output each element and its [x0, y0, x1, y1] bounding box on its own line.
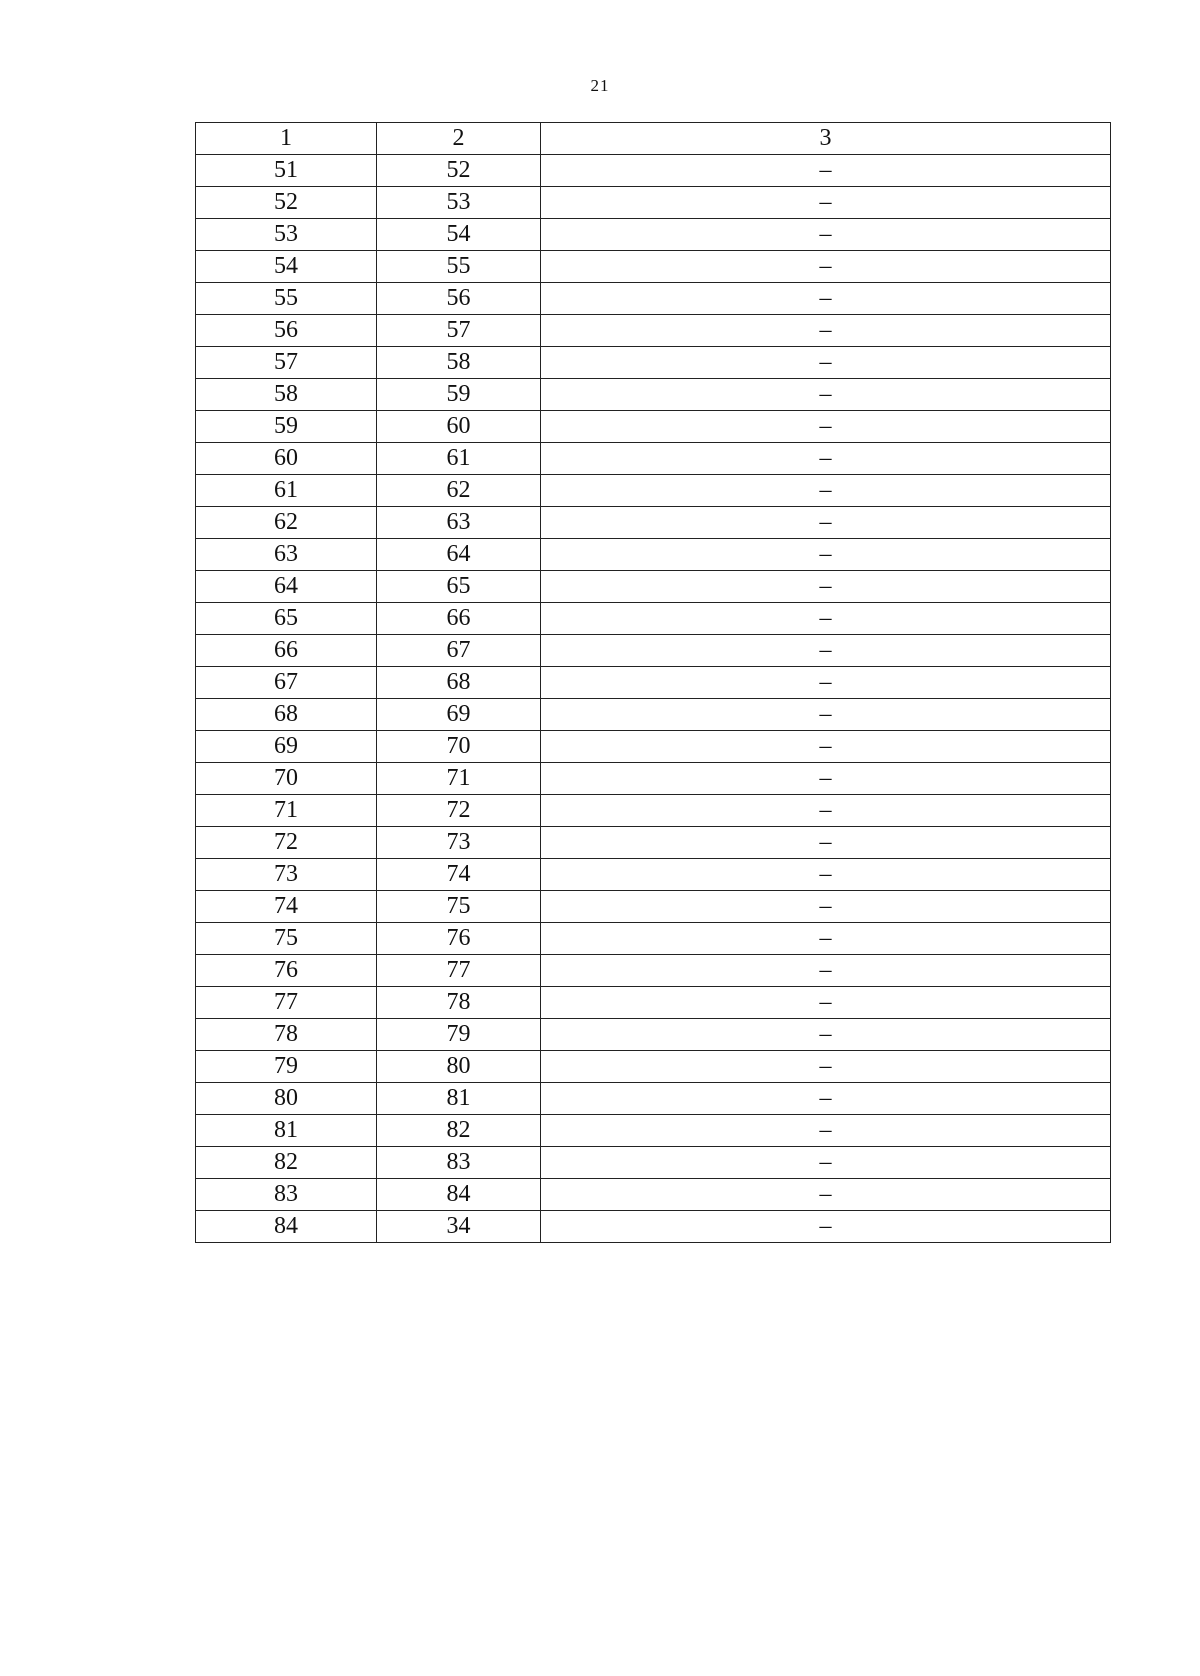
table-row: [196, 507, 1111, 539]
table-cell-col2: 77: [377, 955, 541, 987]
table-cell-col2: 53: [377, 187, 541, 219]
table-cell-col1: 59: [196, 411, 377, 443]
table-row: [196, 1147, 1111, 1179]
table-row: [196, 475, 1111, 507]
table-cell-col1: 82: [196, 1147, 377, 1179]
data-table: [195, 122, 1111, 1243]
table-cell-col1: 68: [196, 699, 377, 731]
table-cell-col3: –: [541, 251, 1111, 283]
table-cell-col2: 63: [377, 507, 541, 539]
table-cell-col2: 78: [377, 987, 541, 1019]
table-cell-col3: –: [541, 859, 1111, 891]
table-cell-col2: 59: [377, 379, 541, 411]
table-cell-col1: 81: [196, 1115, 377, 1147]
table-cell-col3: –: [541, 1147, 1111, 1179]
table-row: [196, 699, 1111, 731]
table-cell-col1: 72: [196, 827, 377, 859]
table-row: [196, 411, 1111, 443]
table-cell-col1: 58: [196, 379, 377, 411]
table-cell-col2: 67: [377, 635, 541, 667]
table-cell-col1: 63: [196, 539, 377, 571]
table-cell-col3: –: [541, 347, 1111, 379]
table-row: [196, 987, 1111, 1019]
table-cell-col1: 73: [196, 859, 377, 891]
table-row: [196, 219, 1111, 251]
table-row: [196, 1019, 1111, 1051]
table-cell-col3: –: [541, 411, 1111, 443]
table-row: [196, 283, 1111, 315]
table-row: [196, 1211, 1111, 1243]
table-cell-col3: –: [541, 1019, 1111, 1051]
table-cell-col3: –: [541, 699, 1111, 731]
table-cell-col2: 34: [377, 1211, 541, 1243]
table-cell-col3: –: [541, 827, 1111, 859]
table-cell-col3: –: [541, 1051, 1111, 1083]
table-cell-col2: 82: [377, 1115, 541, 1147]
table-row: [196, 603, 1111, 635]
table-cell-col2: 72: [377, 795, 541, 827]
table-cell-col2: 56: [377, 283, 541, 315]
table-cell-col2: 54: [377, 219, 541, 251]
table-cell-col1: 78: [196, 1019, 377, 1051]
table-row: [196, 347, 1111, 379]
table-cell-col1: 65: [196, 603, 377, 635]
table-cell-col1: 71: [196, 795, 377, 827]
table-cell-col3: –: [541, 443, 1111, 475]
column-header-3: 3: [541, 123, 1111, 155]
table-cell-col1: 51: [196, 155, 377, 187]
table-row: [196, 155, 1111, 187]
table-cell-col2: 79: [377, 1019, 541, 1051]
table-cell-col2: 69: [377, 699, 541, 731]
table-cell-col2: 81: [377, 1083, 541, 1115]
table-cell-col1: 67: [196, 667, 377, 699]
table-row: [196, 795, 1111, 827]
table-row: [196, 891, 1111, 923]
column-header-1: 1: [196, 123, 377, 155]
table-cell-col2: 65: [377, 571, 541, 603]
table-cell-col1: 75: [196, 923, 377, 955]
table-row: [196, 1179, 1111, 1211]
table-row: [196, 1051, 1111, 1083]
table-row: [196, 187, 1111, 219]
table-row: [196, 379, 1111, 411]
table-cell-col3: –: [541, 539, 1111, 571]
table-cell-col1: 76: [196, 955, 377, 987]
table-cell-col1: 77: [196, 987, 377, 1019]
table-cell-col3: –: [541, 1115, 1111, 1147]
table-body: [196, 155, 1111, 1243]
table-cell-col2: 62: [377, 475, 541, 507]
table-cell-col3: –: [541, 475, 1111, 507]
table-cell-col2: 73: [377, 827, 541, 859]
table-cell-col3: –: [541, 571, 1111, 603]
table-row: [196, 1115, 1111, 1147]
table-cell-col2: 70: [377, 731, 541, 763]
table-cell-col3: –: [541, 891, 1111, 923]
table-cell-col2: 57: [377, 315, 541, 347]
table-cell-col1: 80: [196, 1083, 377, 1115]
table-cell-col1: 79: [196, 1051, 377, 1083]
table-cell-col1: 60: [196, 443, 377, 475]
table-cell-col3: –: [541, 1211, 1111, 1243]
table-cell-col1: 64: [196, 571, 377, 603]
table-row: [196, 635, 1111, 667]
table-cell-col3: –: [541, 315, 1111, 347]
table-cell-col1: 56: [196, 315, 377, 347]
table-cell-col1: 83: [196, 1179, 377, 1211]
table-cell-col3: –: [541, 923, 1111, 955]
table-cell-col1: 62: [196, 507, 377, 539]
table-row: [196, 315, 1111, 347]
table-cell-col1: 52: [196, 187, 377, 219]
table-cell-col3: –: [541, 603, 1111, 635]
table-cell-col2: 68: [377, 667, 541, 699]
table-row: [196, 955, 1111, 987]
table-cell-col1: 66: [196, 635, 377, 667]
table-cell-col3: –: [541, 219, 1111, 251]
table-cell-col3: –: [541, 283, 1111, 315]
table-cell-col3: –: [541, 763, 1111, 795]
table-cell-col3: –: [541, 1179, 1111, 1211]
page-number: 21: [590, 76, 610, 95]
table-cell-col2: 76: [377, 923, 541, 955]
table-cell-col2: 52: [377, 155, 541, 187]
table-cell-col1: 61: [196, 475, 377, 507]
table-row: [196, 731, 1111, 763]
table-cell-col3: –: [541, 379, 1111, 411]
table-row: [196, 539, 1111, 571]
table-cell-col2: 60: [377, 411, 541, 443]
table-cell-col2: 74: [377, 859, 541, 891]
table-cell-col2: 75: [377, 891, 541, 923]
table-cell-col1: 55: [196, 283, 377, 315]
table-row: [196, 923, 1111, 955]
table-row: [196, 667, 1111, 699]
table-cell-col3: –: [541, 187, 1111, 219]
table-cell-col1: 70: [196, 763, 377, 795]
table-cell-col1: 69: [196, 731, 377, 763]
table-row: [196, 859, 1111, 891]
table-cell-col2: 71: [377, 763, 541, 795]
table-row: [196, 763, 1111, 795]
table-cell-col3: –: [541, 987, 1111, 1019]
table-row: [196, 443, 1111, 475]
table-cell-col3: –: [541, 1083, 1111, 1115]
table-cell-col1: 74: [196, 891, 377, 923]
table-cell-col2: 58: [377, 347, 541, 379]
table-cell-col3: –: [541, 635, 1111, 667]
table-row: [196, 827, 1111, 859]
table-cell-col2: 84: [377, 1179, 541, 1211]
table-cell-col1: 84: [196, 1211, 377, 1243]
table-cell-col3: –: [541, 667, 1111, 699]
table-row: [196, 1083, 1111, 1115]
table-cell-col3: –: [541, 731, 1111, 763]
table-cell-col2: 55: [377, 251, 541, 283]
table-row: [196, 251, 1111, 283]
table-header-row: [196, 123, 1111, 155]
table-cell-col3: –: [541, 507, 1111, 539]
table-row: [196, 571, 1111, 603]
table-cell-col2: 64: [377, 539, 541, 571]
table-cell-col3: –: [541, 155, 1111, 187]
table-cell-col1: 53: [196, 219, 377, 251]
table-cell-col2: 83: [377, 1147, 541, 1179]
table-cell-col2: 80: [377, 1051, 541, 1083]
table-cell-col1: 57: [196, 347, 377, 379]
table-cell-col2: 61: [377, 443, 541, 475]
column-header-2: 2: [377, 123, 541, 155]
table-cell-col1: 54: [196, 251, 377, 283]
table-header: [196, 123, 1111, 155]
table-cell-col2: 66: [377, 603, 541, 635]
table-cell-col3: –: [541, 795, 1111, 827]
table-cell-col3: –: [541, 955, 1111, 987]
